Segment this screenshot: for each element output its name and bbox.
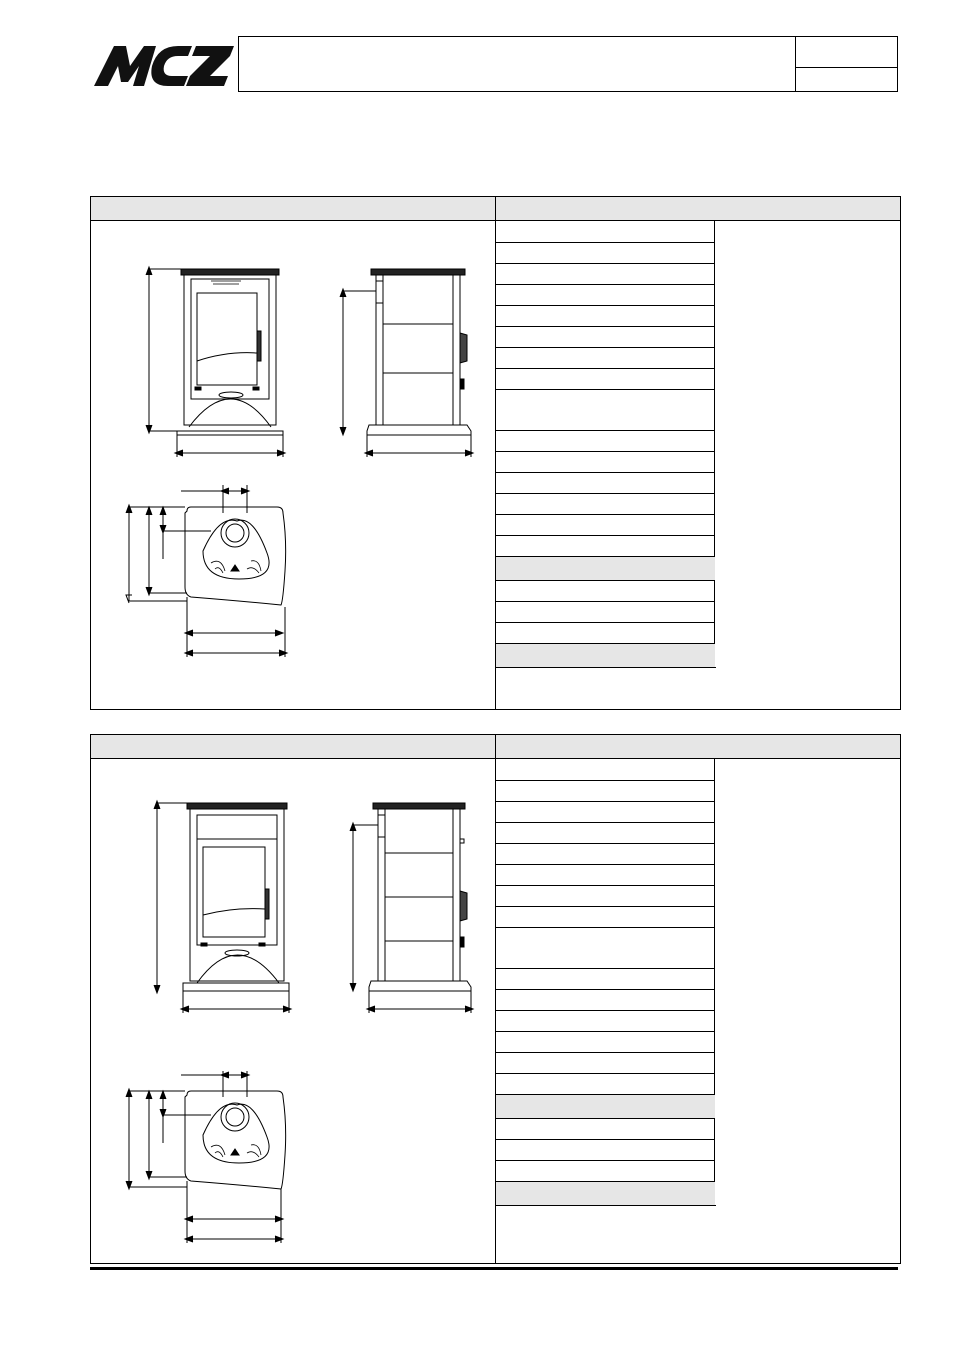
spec-value-cell — [715, 451, 716, 472]
spec-value-cell — [715, 968, 716, 989]
spec-label-cell — [496, 1139, 715, 1160]
spec-label-cell — [496, 643, 715, 667]
top-view — [126, 1071, 286, 1243]
spec-label-cell — [496, 514, 715, 535]
spec-label-cell — [496, 451, 715, 472]
spec-label-cell — [496, 580, 715, 601]
spec-value-cell — [715, 1118, 716, 1139]
spec-value-cell — [715, 1160, 716, 1181]
side-view — [340, 269, 473, 457]
spec-row — [496, 885, 715, 906]
spec-row — [496, 326, 715, 347]
front-view — [146, 267, 285, 457]
top-view — [126, 485, 287, 657]
spec-label-cell — [496, 801, 715, 822]
spec-label-cell — [496, 284, 715, 305]
spec-label-cell — [496, 601, 715, 622]
spec-value-cell — [715, 1031, 716, 1052]
spec-row — [496, 843, 715, 864]
spec-value-cell — [715, 822, 716, 843]
spec-label-cell — [496, 1010, 715, 1031]
spec-value-cell — [715, 263, 716, 284]
spec-value-cell — [715, 1139, 716, 1160]
spec-value-cell — [715, 368, 716, 389]
spec-value-cell — [715, 221, 716, 242]
spec-row — [496, 514, 715, 535]
spec-row — [496, 472, 715, 493]
spec-label-cell — [496, 221, 715, 242]
spec-panel-2 — [90, 734, 901, 1264]
spec-row — [496, 580, 715, 601]
spec-value-cell — [715, 864, 716, 885]
spec-label-cell — [496, 242, 715, 263]
spec-value-cell — [715, 389, 716, 430]
spec-label-cell — [496, 326, 715, 347]
header-title-box — [238, 36, 796, 92]
spec-value-cell — [715, 535, 716, 556]
spec-row — [496, 759, 715, 780]
spec-label-cell — [496, 368, 715, 389]
spec-row — [496, 1118, 715, 1139]
mcz-logo — [92, 44, 234, 88]
spec-value-cell — [715, 1052, 716, 1073]
spec-label-cell — [496, 305, 715, 326]
spec-label-cell — [496, 1118, 715, 1139]
spec-label-cell — [496, 389, 715, 430]
spec-row — [496, 242, 715, 263]
spec-row — [496, 906, 715, 927]
spec-value-cell — [715, 906, 716, 927]
spec-row — [496, 968, 715, 989]
spec-value-cell — [715, 843, 716, 864]
spec-label-cell — [496, 927, 715, 968]
spec-row — [496, 1010, 715, 1031]
spec-row — [496, 801, 715, 822]
spec-label-cell — [496, 556, 715, 580]
spec-value-cell — [715, 989, 716, 1010]
spec-value-cell — [715, 759, 716, 780]
spec-value-cell — [715, 242, 716, 263]
spec-row — [496, 1073, 715, 1094]
spec-label-cell — [496, 906, 715, 927]
panel-2-stove-drawing — [91, 759, 495, 1263]
spec-row — [496, 389, 715, 430]
spec-label-cell — [496, 1181, 715, 1205]
side-view — [350, 803, 473, 1013]
spec-label-cell — [496, 535, 715, 556]
header-code-box — [795, 36, 898, 92]
spec-label-cell — [496, 1094, 715, 1118]
spec-row — [496, 263, 715, 284]
spec-value-cell — [715, 514, 716, 535]
spec-value-cell — [715, 1010, 716, 1031]
spec-row — [496, 927, 715, 968]
front-view — [154, 801, 291, 1013]
spec-label-cell — [496, 493, 715, 514]
spec-row — [496, 1052, 715, 1073]
spec-value-cell — [715, 430, 716, 451]
spec-label-cell — [496, 1031, 715, 1052]
spec-value-cell — [715, 493, 716, 514]
spec-row — [496, 601, 715, 622]
panel-1-stove-drawing — [91, 221, 495, 709]
spec-value-cell — [715, 347, 716, 368]
spec-value-cell — [715, 305, 716, 326]
spec-row — [496, 430, 715, 451]
spec-row — [496, 284, 715, 305]
spec-panel-1 — [90, 196, 901, 710]
spec-label-cell — [496, 759, 715, 780]
footer-rule — [90, 1267, 898, 1270]
spec-label-cell — [496, 347, 715, 368]
spec-row — [496, 622, 715, 643]
spec-value-cell — [715, 927, 716, 968]
spec-label-cell — [496, 864, 715, 885]
spec-row — [496, 989, 715, 1010]
section-header-row — [496, 1094, 715, 1118]
spec-label-cell — [496, 822, 715, 843]
spec-row — [496, 780, 715, 801]
spec-label-cell — [496, 989, 715, 1010]
spec-row — [496, 368, 715, 389]
spec-label-cell — [496, 968, 715, 989]
panel-2-spec-table — [496, 759, 715, 1206]
spec-label-cell — [496, 1073, 715, 1094]
spec-label-cell — [496, 430, 715, 451]
spec-label-cell — [496, 472, 715, 493]
section-header-row — [496, 1181, 715, 1205]
panel-1-spec-table — [496, 221, 715, 668]
spec-row — [496, 347, 715, 368]
spec-row — [496, 1139, 715, 1160]
spec-row — [496, 535, 715, 556]
spec-label-cell — [496, 843, 715, 864]
spec-value-cell — [715, 801, 716, 822]
section-header-row — [496, 643, 715, 667]
spec-row — [496, 1031, 715, 1052]
spec-label-cell — [496, 622, 715, 643]
spec-value-cell — [715, 326, 716, 347]
section-header-row — [496, 556, 715, 580]
spec-row — [496, 451, 715, 472]
spec-label-cell — [496, 780, 715, 801]
spec-row — [496, 493, 715, 514]
spec-label-cell — [496, 1160, 715, 1181]
spec-label-cell — [496, 1052, 715, 1073]
spec-value-cell — [715, 472, 716, 493]
spec-value-cell — [715, 601, 716, 622]
header-divider — [796, 67, 897, 68]
spec-row — [496, 305, 715, 326]
spec-value-cell — [715, 1073, 716, 1094]
spec-value-cell — [715, 885, 716, 906]
spec-row — [496, 221, 715, 242]
spec-label-cell — [496, 885, 715, 906]
spec-row — [496, 864, 715, 885]
spec-row — [496, 1160, 715, 1181]
spec-value-cell — [715, 284, 716, 305]
spec-value-cell — [715, 622, 716, 643]
spec-value-cell — [715, 780, 716, 801]
spec-value-cell — [715, 580, 716, 601]
spec-label-cell — [496, 263, 715, 284]
spec-row — [496, 822, 715, 843]
